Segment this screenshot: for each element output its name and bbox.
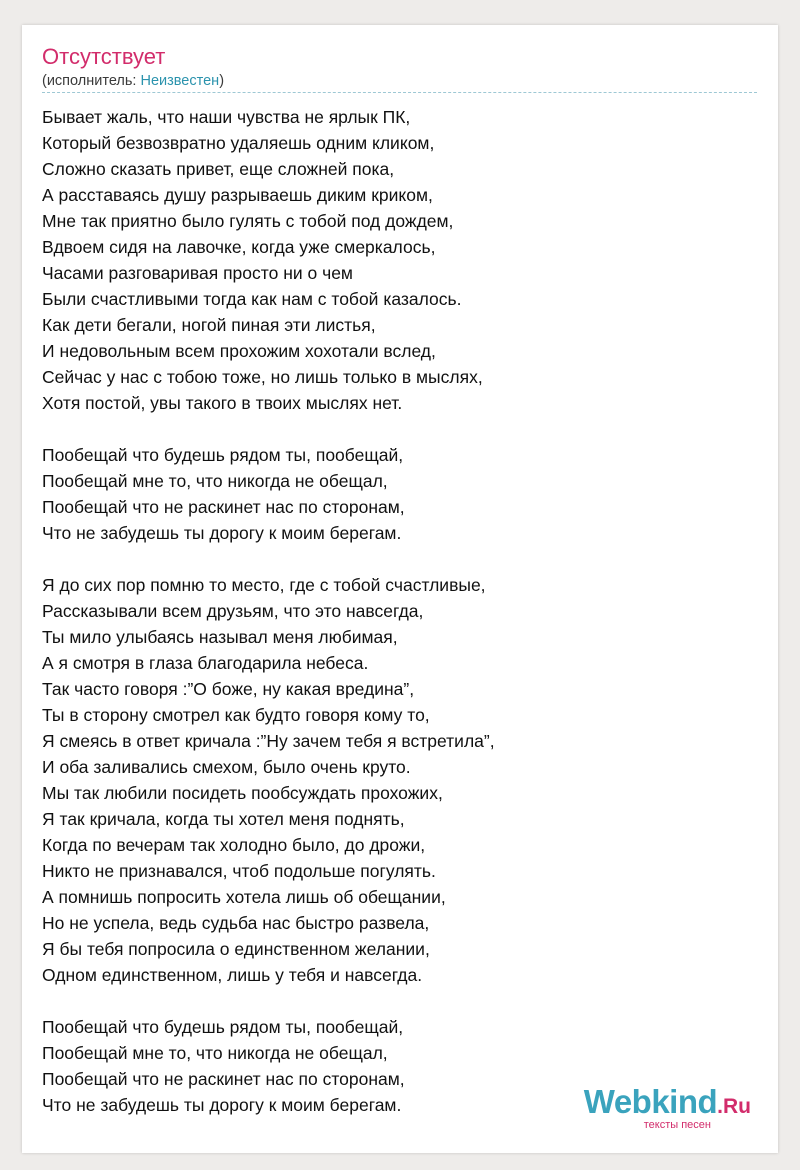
lyric-line: А помнишь попросить хотела лишь об обещании, [42, 887, 446, 907]
lyric-line: Были счастливыми тогда как нам с тобой казалось. [42, 289, 462, 309]
lyric-line: Что не забудешь ты дорогу к моим берегам. [42, 523, 402, 543]
lyric-line: И оба заливались смехом, было очень круто. [42, 757, 411, 777]
song-title: Отсутствует [42, 44, 166, 69]
lyric-line: Рассказывали всем друзьям, что это навсегда, [42, 601, 424, 621]
lyric-line: Пообещай что не раскинет нас по сторонам, [42, 497, 405, 517]
title-divider [42, 92, 757, 93]
lyric-line: Когда по вечерам так холодно было, до дрожи, [42, 835, 426, 855]
lyric-line: Мы так любили посидеть пообсуждать прохожих, [42, 783, 443, 803]
lyric-line: Никто не признавался, чтоб подольше погулять. [42, 861, 436, 881]
lyric-line: Я до сих пор помню то место, где с тобой счастливые, [42, 575, 486, 595]
lyric-line: Одном единственном, лишь у тебя и навсегда. [42, 965, 423, 985]
lyric-line: Сложно сказать привет, еще сложней пока, [42, 159, 395, 179]
artist-link[interactable]: Неизвестен [140, 73, 220, 89]
artist-prefix: (исполнитель: [42, 73, 141, 89]
lyric-line: Бывает жаль, что наши чувства не ярлык ПК, [42, 107, 411, 127]
lyric-line: Я смеясь в ответ кричала :”Ну зачем тебя я встретила”, [42, 731, 495, 751]
lyric-line: Но не успела, ведь судьба нас быстро развела, [42, 913, 430, 933]
logo-wordmark [584, 1083, 751, 1120]
lyric-line: Так часто говоря :”О боже, ну какая вредина”, [42, 679, 415, 699]
lyric-line: Как дети бегали, ногой пиная эти листья, [42, 315, 376, 335]
lyric-line: Пообещай что не раскинет нас по сторонам, [42, 1069, 405, 1089]
lyrics-sheet [22, 25, 778, 1153]
webkind-logo[interactable] [584, 1085, 751, 1131]
lyric-line: Сейчас у нас с тобою тоже, но лишь только в мыслях, [42, 367, 483, 387]
lyric-line: А я смотря в глаза благодарила небеса. [42, 653, 369, 673]
lyric-line: Я так кричала, когда ты хотел меня поднять, [42, 809, 405, 829]
artist-line [42, 73, 224, 89]
lyric-line: Ты в сторону смотрел как будто говоря кому то, [42, 705, 430, 725]
logo-name: Webkind [583, 1083, 718, 1120]
artist-suffix: ) [219, 73, 225, 89]
lyric-line: Хотя постой, увы такого в твоих мыслях нет. [42, 393, 403, 413]
lyric-line: Пообещай что будешь рядом ты, пообещай, [42, 445, 404, 465]
lyrics-stanza [42, 104, 762, 416]
lyrics-stanza [42, 572, 762, 988]
lyric-line: Пообещай мне то, что никогда не обещал, [42, 471, 388, 491]
logo-tagline: тексты песен [643, 1119, 711, 1131]
lyric-line: Мне так приятно было гулять с тобой под дождем, [42, 211, 454, 231]
lyric-line: Я бы тебя попросила о единственном желании, [42, 939, 430, 959]
lyric-line: Пообещай что будешь рядом ты, пообещай, [42, 1017, 404, 1037]
lyrics-stanza [42, 442, 762, 546]
lyric-line: Который безвозвратно удаляешь одним кликом, [42, 133, 435, 153]
lyrics-body [42, 104, 762, 1118]
lyric-line: Часами разговаривая просто ни о чем [42, 263, 353, 283]
lyric-line: А расставаясь душу разрываешь диким криком, [42, 185, 433, 205]
lyric-line: Ты мило улыбаясь называл меня любимая, [42, 627, 398, 647]
lyric-line: И недовольным всем прохожим хохотали вслед, [42, 341, 436, 361]
lyric-line: Что не забудешь ты дорогу к моим берегам. [42, 1095, 402, 1115]
logo-tld: .Ru [717, 1095, 751, 1118]
lyric-line: Пообещай мне то, что никогда не обещал, [42, 1043, 388, 1063]
lyric-line: Вдвоем сидя на лавочке, когда уже смеркалось, [42, 237, 436, 257]
